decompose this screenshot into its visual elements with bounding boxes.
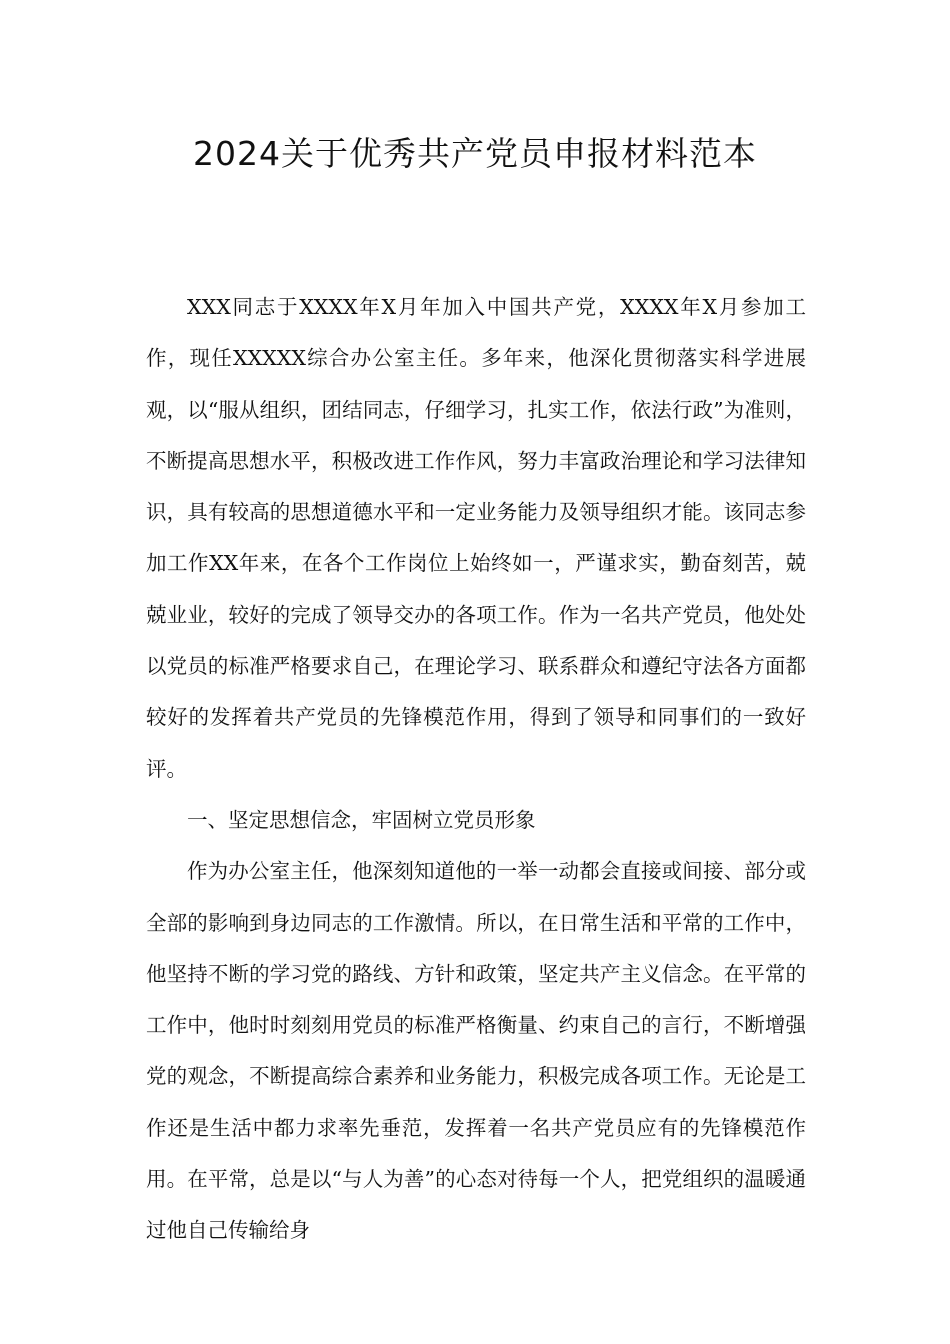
section-heading: 一、坚定思想信念，牢固树立党员形象 (187, 807, 536, 832)
document-title: 2024关于优秀共产党员申报材料范本 (193, 134, 757, 173)
intro-paragraph: XXX同志于XXXX年X月年加入中国共产党，XXXX年X月参加工作，现任XXXXX综合办公室主任。多年来，他深化贯彻落实科学进展观，以“服从组织，团结同志，仔细学习，扎实工作，依法行政”为准则，不断提高思想水平，积极改进工作作风，努力丰富政治理论和学习法律知识，具有较高的思想道德水平和一定业务能力及领导组织才能。该同志参加工作XX年来，在各个工作岗位上始终如一，严谨求实，勤奋刻苦，兢兢业业，较好的完成了领导交办的各项工作。作为一名共产党员，他处处以党员的标准严格要求自己，在理论学习、联系群众和遵纪守法各方面都较好的发挥着共产党员的先锋模范作用，得到了领导和同事们的一致好评。 (146, 295, 806, 781)
document-body (146, 282, 806, 1257)
section-paragraph: 作为办公室主任，他深刻知道他的一举一动都会直接或间接、部分或全部的影响到身边同志的工作激情。所以，在日常生活和平常的工作中，他坚持不断的学习党的路线、方针和政策，坚定共产主义信念。在平常的工作中，他时时刻刻用党员的标准严格衡量、约束自己的言行，不断增强党的观念，不断提高综合素养和业务能力，积极完成各项工作。无论是工作还是生活中都力求率先垂范，发挥着一名共产党员应有的先锋模范作用。在平常，总是以“与人为善”的心态对待每一个人，把党组织的温暖通过他自己传输给身 (146, 859, 806, 1243)
